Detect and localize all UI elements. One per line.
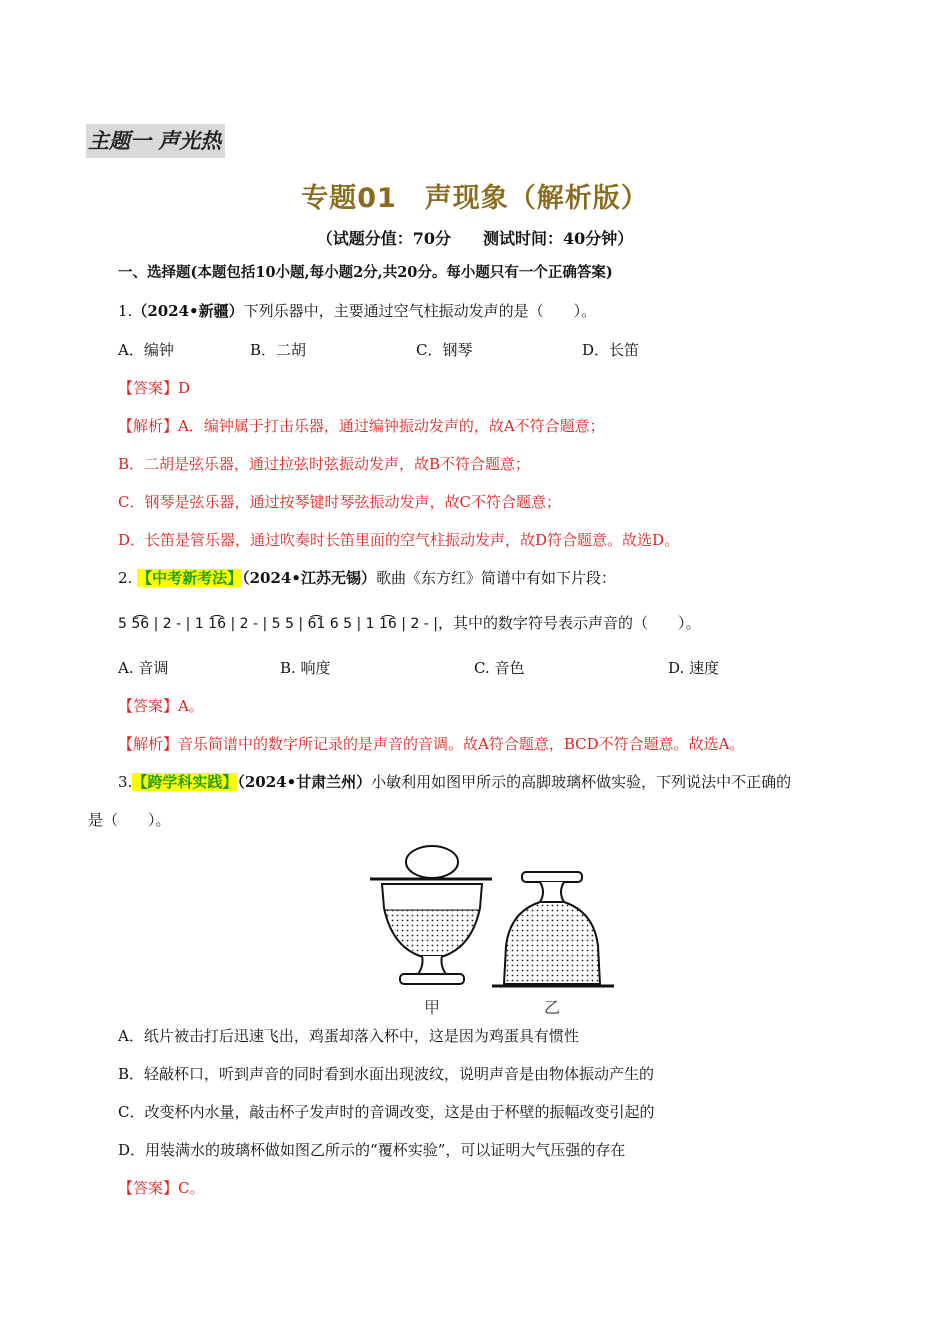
q3-option-a: A．纸片被击打后迅速飞出，鸡蛋却落入杯中，这是因为鸡蛋具有惯性 [118, 1027, 579, 1045]
question-tag: 【中考新考法】 [137, 569, 243, 587]
goblet-figure [360, 838, 630, 1028]
page-subtitle: （试题分值：70分 测试时间：40分钟） [316, 229, 634, 248]
answer-tag: 【答案】 [118, 379, 179, 397]
figure-b-inverted-goblet [492, 872, 614, 986]
q2-option-c: C. 音色 [474, 659, 525, 677]
question-number: 3. [118, 773, 133, 791]
question-2 [118, 567, 616, 589]
q3-answer [118, 1177, 205, 1199]
question-tag: 【跨学科实践】 [132, 773, 238, 791]
page-title: 专题01 声现象（解析版） [301, 183, 649, 214]
analysis-tag: 【解析】 [118, 417, 179, 435]
question-number: 2. [118, 569, 133, 587]
q1-option-b: B．二胡 [250, 341, 307, 359]
theme-label: 主题一 声光热 [86, 124, 225, 158]
q3-option-c: C．改变杯内水量，敲击杯子发声时的音调改变，这是由于杯壁的振幅改变引起的 [118, 1103, 655, 1121]
q2-option-a: A. 音调 [118, 659, 169, 677]
q3-option-b: B．轻敲杯口，听到声音的同时看到水面出现波纹，说明声音是由物体振动产生的 [118, 1065, 655, 1083]
q2-option-d: D. 速度 [668, 659, 720, 677]
question-3-cont: 是（ ）。 [88, 811, 171, 829]
answer-value: A。 [178, 697, 204, 715]
q3-option-d: D．用装满水的玻璃杯做如图乙所示的“覆杯实验”，可以证明大气压强的存在 [118, 1141, 626, 1159]
q2-answer [118, 695, 204, 717]
analysis-text: 音乐简谱中的数字所记录的是声音的音调。故A符合题意，BCD不符合题意。故选A。 [178, 735, 745, 753]
q1-answer [118, 377, 190, 399]
analysis-text: A．编钟属于打击乐器，通过编钟振动发声的，故A不符合题意； [178, 417, 605, 435]
question-3 [118, 771, 791, 793]
question-stem: 歌曲《东方红》简谱中有如下片段： [375, 569, 616, 587]
q1-option-c: C．钢琴 [416, 341, 473, 359]
q1-analysis-line-4: D．长笛是管乐器，通过吹奏时长笛里面的空气柱振动发声，故D符合题意。故选D。 [118, 531, 680, 549]
q2-option-b: B. 响度 [280, 659, 331, 677]
answer-value: C。 [178, 1179, 205, 1197]
answer-tag: 【答案】 [118, 1179, 179, 1197]
question-source: （2024•江苏无锡） [242, 569, 376, 587]
question-1 [118, 300, 596, 322]
q2-score-line [118, 606, 701, 641]
question-stem: 小敏利用如图甲所示的高脚玻璃杯做实验，下列说法中不正确的 [371, 773, 792, 791]
figure-a-goblet [370, 846, 492, 984]
q1-analysis-line-3: C．钢琴是弦乐器，通过按琴键时琴弦振动发声，故C不符合题意； [118, 493, 561, 511]
question-number: 1. [118, 302, 133, 320]
question-stem: 下列乐器中，主要通过空气柱振动发声的是（ ）。 [243, 302, 597, 320]
numbered-musical-notation: 5 5͡6 | 2 - | 1 1͡6 | 2 - | 5 5 | 6͡1 6 5 | 1 1͡6 | 2 - | [118, 616, 439, 632]
q2-analysis [118, 733, 745, 755]
question-source: （2024•新疆） [132, 302, 244, 320]
analysis-tag: 【解析】 [118, 735, 179, 753]
question-stem-cont: ，其中的数字符号表示声音的（ ）。 [438, 614, 701, 632]
question-source: （2024•甘肃兰州） [237, 773, 372, 791]
answer-value: D [178, 379, 191, 397]
figure-label-b: 乙 [543, 998, 561, 1017]
q1-analysis-line-1 [118, 415, 605, 437]
answer-tag: 【答案】 [118, 697, 179, 715]
q1-option-d: D．长笛 [582, 341, 640, 359]
q1-analysis-line-2: B．二胡是弦乐器，通过拉弦时弦振动发声，故B不符合题意； [118, 455, 531, 473]
figure-label-a: 甲 [423, 998, 441, 1017]
q1-option-a: A．编钟 [118, 341, 174, 359]
section-heading: 一、选择题(本题包括10小题,每小题2分,共20分。每小题只有一个正确答案) [118, 264, 613, 281]
